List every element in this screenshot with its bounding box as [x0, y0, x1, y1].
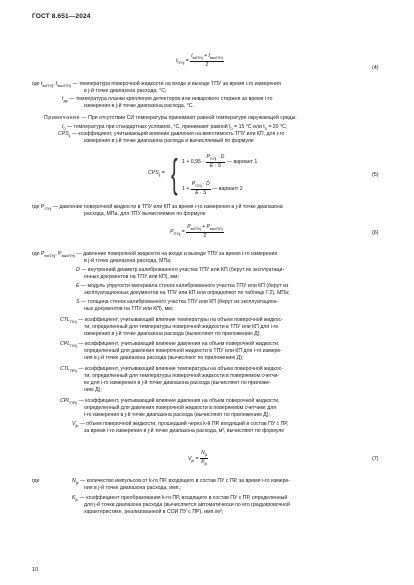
text-line: $CPL_{ПУij}$ — коэффициент, учитывающий влияние давления на объем поверочной жидкости,: [60, 341, 280, 349]
text-line: $t_{др}$ — температура планки крепления детекторов или инварового стержня за время i-го: [62, 96, 273, 104]
text-line: $CTL_{ПУij}$ — коэффициент, учитывающий влияние температуры на объем поверочной жидкос-: [60, 317, 283, 325]
formula-5-brace: {: [171, 152, 178, 196]
page-number: 10: [32, 567, 39, 573]
text-line: где $P_{ПУij}$ — давление поверочной жидкости в ТПУ или КП за время i-го измерения в j-й точке диапазона: [32, 204, 283, 212]
text-line: эксплуатационных документов на ТПУ или КП или определяют по таблице Г.2), МПа;: [84, 290, 290, 296]
text-line: $K_{jk}$ — коэффициент преобразования k-го ПР, входящего в состав ПУ с ПР, определенный: [72, 495, 288, 503]
text-line: измерения в j-й точке диапазона расхода (вычисляют по приложению Д);: [84, 331, 261, 337]
formula-5-case-1: 1 + 0,95 · $\frac{P_{ПУij} \cdot D}{E \cdot S}$ — вариант 1: [182, 154, 258, 169]
text-line: определенный для давления поверочной жидкости в поверяемом счетчике для: [84, 405, 277, 411]
text-line: $t_0$ — температура при стандартных условиях, °C, принимают равной $t_0 = 15$ °C или $t_0 = 20$ °C;: [62, 124, 288, 132]
text-line: для j-й точки диапазона расхода (вычисляется автоматически по его градуировочной: [84, 502, 290, 508]
text-line: i-го измерения в j-й точке диапазона расхода (вычисляют по приложению Д);: [84, 412, 270, 418]
equation-number-5: (5): [372, 172, 379, 178]
text-line: ния в j-й точке диапазона расхода, имп.;: [84, 485, 182, 491]
formula-7: $V_{jk}$ = $\frac{N_{jk}}{K_{jk}}$: [188, 450, 208, 466]
formula-4: $t_{ПУij}$ = $\frac{t_{вхПУij} + t_{выхПУij}}{2}$: [176, 53, 223, 68]
formula-6: $P_{ПУij}$ = $\frac{P_{вхПУij} + P_{выхПУij}}{2}$: [170, 224, 223, 239]
text-line: ке для i-го измерения в j-й точке диапазона расхода (вычисляют по приложе-: [84, 380, 271, 386]
text-line: где $t_{вхПУij}$, $t_{выхПУij}$ — температура поверочной жидкости на входе и выходе ТПУ за время i-го измерения: [32, 81, 281, 89]
text-line: онных документов на ТПУ или КП), мм;: [84, 274, 179, 280]
text-line: ния в j-й точке диапазона расхода (вычисляют по приложению Д);: [84, 355, 244, 361]
text-line: в j-й точке диапазона расхода, МПа;: [84, 258, 172, 264]
text-line: за время i-го измерения в j-й точке диапазона расхода, м³, вычисляют по формуле: [84, 428, 285, 434]
text-line: измерения в j-й точке диапазона расхода и вычисляемый по формуле: [84, 138, 254, 144]
text-line: в j-й точке диапазона расхода, °C;: [84, 88, 167, 94]
text-line: $V_{jk}$ — объем поверочной жидкости, прошедший через k-й ПР, входящий в состав ПУ с ПР,: [72, 421, 289, 429]
text-line: расхода, МПа, для ТПУ вычисляемое по формуле: [84, 211, 206, 217]
text-line: $CPL_{ПРij}$ — коэффициент, учитывающий влияние давления на объем поверочной жидкости,: [60, 398, 280, 406]
text-line: определенный для давления поверочной жидкости в ТПУ или КП для i-го измере-: [84, 348, 283, 354]
text-line: ти, определенный для температуры поверочной жидкости в ТПУ или КП для i-го: [84, 324, 279, 330]
formula-5-case-2: 1 + $\frac{P_{ПУij} \cdot D}{E \cdot S}$ — вариант 2: [182, 181, 243, 196]
text-line: измерения в j-й точке диапазона расхода, °C.: [84, 103, 194, 109]
text-line: $N_{jk}$ — количество импульсов от k-го ПР, входящего в состав ПУ с ПР, за время i-го измере-: [72, 478, 291, 486]
text-line: где: [32, 478, 40, 484]
text-line: ных документов на ТПУ или КП), мм;: [84, 306, 174, 312]
text-line: S — толщина стенок калиброванного участка ТПУ или КП (берут из эксплуатацион-: [76, 299, 279, 305]
text-line: нию Д);: [84, 387, 102, 393]
text-line: $CPS_{ij}$ — коэффициент, учитывающий влияние давления на вместимость ТПУ или КП, для i-го: [58, 131, 285, 139]
text-line: характеристике, реализованной в СОИ ПУ с ПР), имп./м³;: [84, 509, 224, 515]
equation-number-4: (4): [372, 65, 379, 71]
note-line: Примечание — При отсутствии СИ температуры принимают равной температуре окружающей среды:: [44, 115, 297, 121]
equation-number-7: (7): [372, 456, 379, 462]
text-line: ти, определенный для температуры поверочной жидкости в поверяемом счетчи-: [84, 373, 280, 379]
text-line: $CTL_{ПРij}$ — коэффициент, учитывающий влияние температуры на объем поверочной жидкос-: [60, 366, 283, 374]
equation-number-6: (6): [372, 230, 379, 236]
formula-5-lhs: $CPS_{ij}$ =: [148, 170, 165, 178]
text-line: D — внутренний диаметр калиброванного участка ТПУ или КП (берут из эксплуатаци-: [76, 267, 285, 273]
document-header: ГОСТ 8.651—2024: [32, 13, 91, 20]
text-line: E — модуль упругости материала стенок калиброванного участка ТПУ или КП (берут из: [76, 283, 289, 289]
text-line: где $P_{вхПУij}$, $P_{выхПУij}$ — давление поверочной жидкости на входе и выходе ТПУ за время i-го измерения: [32, 251, 278, 259]
